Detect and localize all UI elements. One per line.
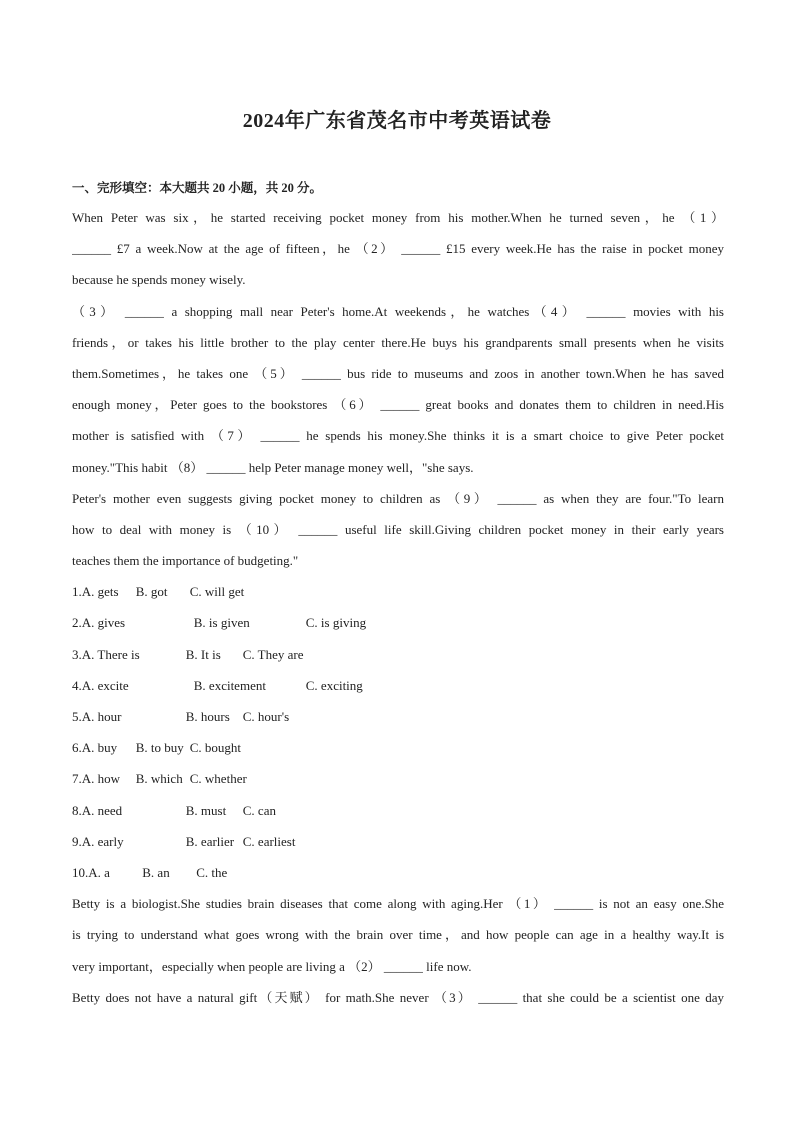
- question-number: 8.: [72, 802, 82, 818]
- option-c: C. exciting: [305, 677, 363, 693]
- passage-line: ______ £7 a week.Now at the age of fifteen，he （2） ______ £15 every week.He has the raise in pocket money: [72, 241, 724, 257]
- document-body: [72, 202, 724, 1013]
- question-number: 5.: [72, 709, 82, 724]
- passage-1: [72, 202, 724, 576]
- option-b: B. to buy: [135, 740, 184, 756]
- question-number: 2.: [72, 615, 82, 631]
- option-b: B. which: [135, 771, 183, 787]
- section-heading: 一、完形填空：本大题共 20 小题，共 20 分。: [72, 181, 323, 195]
- option-b: B. hours: [185, 709, 230, 724]
- option-b: B. earlier: [185, 833, 235, 849]
- question-row: [72, 701, 724, 732]
- passage-line: is trying to understand what goes wrong with the brain over time，and how people can age in a healthy way.It is: [72, 927, 724, 943]
- question-number: 4.: [72, 677, 82, 693]
- passage-line: mother is satisfied with （7） ______ he spends his money.She thinks it is a smart choice to give Peter pocket: [72, 428, 724, 444]
- option-c: C. can: [242, 802, 276, 818]
- question-number: 6.: [72, 740, 82, 756]
- passage-line: very important，especially when people are living a （2） ______ life now.: [72, 958, 472, 974]
- passage-line: how to deal with money is （10） ______ useful life skill.Giving children pocket money in their early years: [72, 521, 724, 537]
- passage-line: teaches them the importance of budgeting.": [72, 553, 299, 569]
- passage-line: because he spends money wisely.: [72, 272, 246, 288]
- question-row: [72, 763, 724, 794]
- document-title: 2024年广东省茂名市中考英语试卷: [242, 110, 552, 132]
- passage-line: （3） ______ a shopping mall near Peter's home.At weekends，he watches（4） ______ movies with his: [72, 303, 724, 319]
- question-row: [72, 732, 724, 763]
- question-row: [72, 576, 724, 607]
- option-c: C. hour's: [242, 709, 290, 724]
- passage-line: Peter's mother even suggests giving pocket money to children as （9） ______ as when they are four."To learn: [72, 490, 724, 506]
- question-number: 3.: [72, 646, 82, 662]
- question-row: [72, 639, 724, 670]
- option-c: C. is giving: [305, 615, 367, 631]
- option-a: A. gets: [81, 584, 119, 600]
- option-c: C. bought: [189, 740, 242, 756]
- question-list: [72, 576, 724, 888]
- passage-line: money."This habit （8） ______ help Peter manage money well，"she says.: [72, 459, 474, 475]
- option-a: A. gives: [81, 615, 126, 631]
- option-c: C. They are: [242, 646, 304, 662]
- option-c: C. whether: [189, 771, 247, 787]
- option-a: A. excite: [81, 677, 129, 693]
- passage-line: them.Sometimes，he takes one （5） ______ bus ride to museums and zoos in another town.When he has saved: [72, 365, 724, 381]
- option-a: A. buy: [81, 740, 118, 756]
- question-number: 9.: [72, 833, 82, 849]
- option-b: B. excitement: [193, 677, 266, 693]
- option-a: A. how: [81, 771, 121, 787]
- question-row: [72, 607, 724, 638]
- passage-2: [72, 888, 724, 1013]
- option-a: A. early: [81, 833, 124, 849]
- passage-line: When Peter was six，he started receiving pocket money from his mother.When he turned seven，he （1）: [72, 210, 724, 225]
- passage-line: Betty does not have a natural gift（天赋） for math.She never （3） ______ that she could be a scientist one day: [72, 989, 724, 1005]
- option-b: B. is given: [193, 615, 250, 631]
- option-b: B. got: [135, 584, 168, 600]
- passage-line: friends，or takes his little brother to the play center there.He buys his grandparents small presents when he visits: [72, 334, 724, 350]
- option-a: A. a: [88, 864, 110, 880]
- option-c: C. will get: [189, 584, 245, 600]
- option-b: B. It is: [185, 646, 221, 662]
- question-number: 1.: [72, 584, 82, 600]
- question-number: 10.: [72, 864, 89, 880]
- option-a: A. There is: [81, 646, 140, 662]
- option-c: C. earliest: [242, 833, 296, 849]
- option-b: B. an: [142, 864, 170, 880]
- passage-line: enough money，Peter goes to the bookstores （6） ______ great books and donates them to children in need.His: [72, 397, 724, 413]
- option-b: B. must: [185, 802, 227, 818]
- question-row: [72, 795, 724, 826]
- question-row: [72, 670, 724, 701]
- question-row: [72, 826, 724, 857]
- option-a: A. hour: [81, 709, 122, 724]
- option-a: A. need: [81, 802, 123, 818]
- question-row: [72, 857, 724, 888]
- passage-line: Betty is a biologist.She studies brain diseases that come along with aging.Her （1） ______ is not an easy one.She: [72, 896, 724, 912]
- question-number: 7.: [72, 771, 82, 787]
- option-c: C. the: [196, 864, 228, 880]
